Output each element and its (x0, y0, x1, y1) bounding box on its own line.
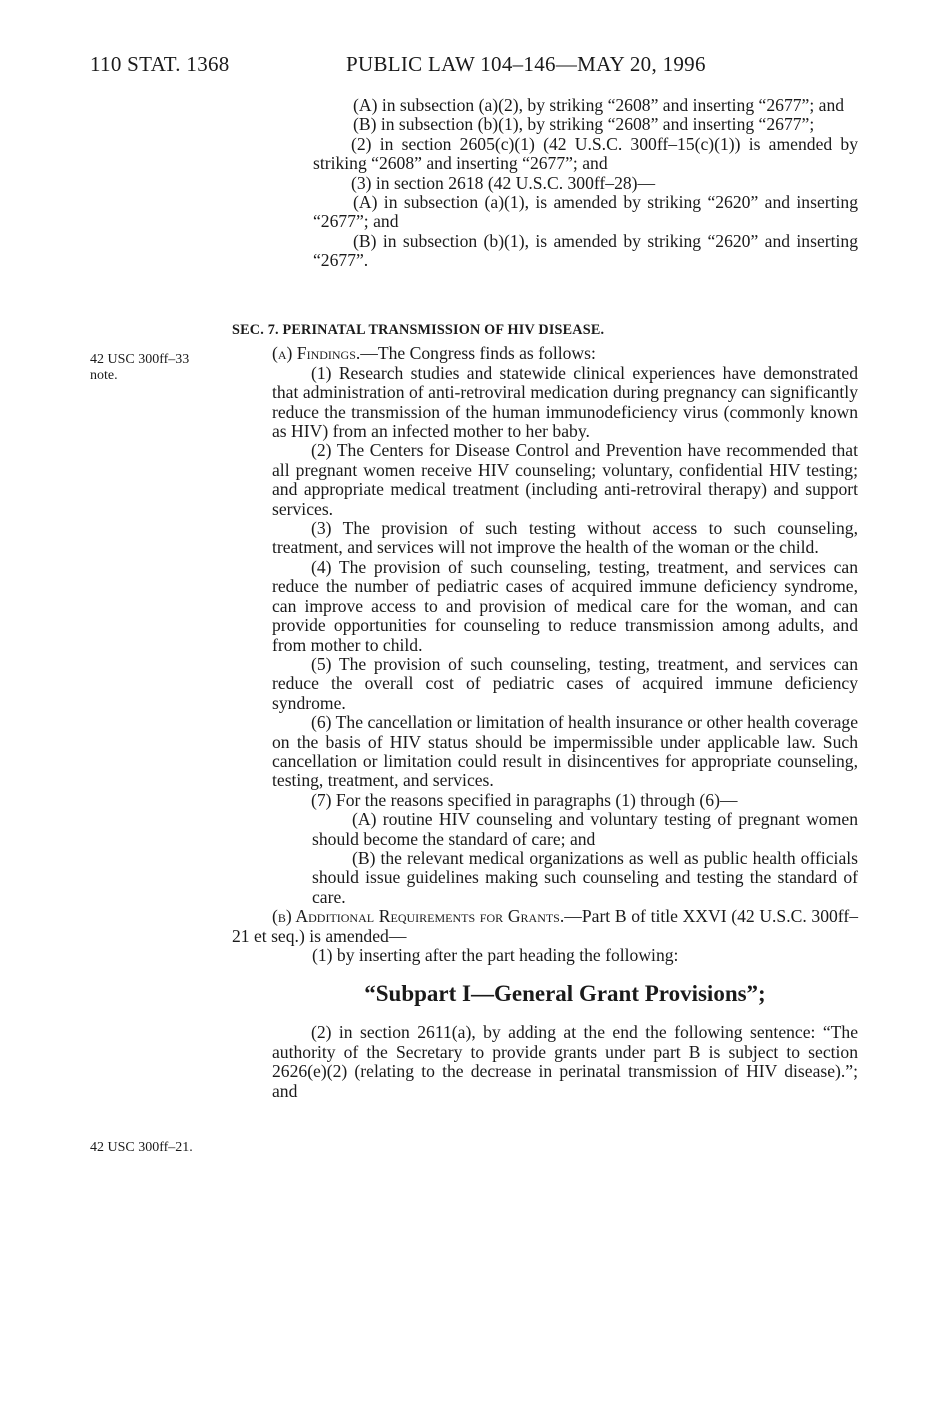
finding-item: (6) The cancellation or limitation of health insurance or other health coverage on the basis of HIV status should be impermissible under applicable law. Such cancellation or limitation could result in disincentives for appropriate counseling, testing, treatment, and services. (272, 712, 858, 791)
paragraph: (3) in section 2618 (42 U.S.C. 300ff–28)— (351, 172, 656, 193)
requirements-intro-text: —Part B of title XXVI (42 U.S.C. 300ff–21 et seq.) is amended— (232, 906, 858, 946)
paragraph: (B) in subsection (b)(1), by striking “2608” and inserting “2677”; (353, 114, 815, 135)
findings-intro (232, 344, 858, 363)
margin-note-line: 42 USC 300ff–33 (90, 352, 190, 367)
section-7 (232, 315, 858, 1101)
paragraph: (A) in subsection (a)(2), by striking “2608” and inserting “2677”; and (353, 95, 845, 115)
findings-intro-text: —The Congress finds as follows: (360, 343, 596, 364)
finding-item: (4) The provision of such counseling, testing, treatment, and services can reduce the number of pediatric cases of acquired immune deficiency syndrome, can improve access to and provision of medical care for the woman, and can provide opportunities for counseling to reduce transmission among adults, and from mother to child. (272, 556, 858, 655)
section-heading: SEC. 7. PERINATAL TRANSMISSION OF HIV DISEASE. (232, 322, 605, 338)
law-title: PUBLIC LAW 104–146—MAY 20, 1996 (346, 52, 706, 76)
finding-item: (7) For the reasons specified in paragraphs (1) through (6)— (311, 789, 738, 810)
requirement-item: (2) in section 2611(a), by adding at the end the following sentence: “The authority of the Secretary to provide grants under part B is subject to section 2626(e)(2) (relating to the decrease in perinatal transmission of HIV disease).”; and (272, 1022, 858, 1101)
paragraph: (A) in subsection (a)(1), is amended by striking “2620” and inserting “2677”; and (313, 192, 858, 232)
finding-subitem: (B) the relevant medical organizations as well as public health officials should issue guidelines making such counseling and testing the standard of care. (312, 847, 858, 907)
finding-item: (2) The Centers for Disease Control and Prevention have recommended that all pregnant women receive HIV counseling; voluntary, confidential HIV testing; and appropriate medical treatment (including anti-retroviral therapy) and support services. (272, 440, 858, 519)
margin-note-line: note. (90, 368, 118, 383)
paragraph: (2) in section 2605(c)(1) (42 U.S.C. 300ff–15(c)(1)) is amended by striking “2608” and inserting “2677”; and (313, 133, 858, 174)
finding-subitem: (A) routine HIV counseling and voluntary testing of pregnant women should become the standard of care; and (312, 809, 858, 849)
margin-note-findings (90, 352, 189, 384)
page-reference: 110 STAT. 1368 (90, 52, 230, 76)
requirements-intro (232, 907, 858, 946)
findings-label: (a) Findings. (272, 343, 361, 364)
requirement-item: (1) by inserting after the part heading the following: (312, 945, 679, 965)
margin-note-section: 42 USC 300ff–21. (90, 1140, 193, 1155)
subpart-heading: “Subpart I—General Grant Provisions”; (364, 981, 766, 1007)
requirements-label: (b) Additional Requirements for Grants. (272, 906, 565, 927)
paragraph: (B) in subsection (b)(1), is amended by striking “2620” and inserting “2677”. (313, 230, 858, 271)
top-amendments (258, 96, 858, 271)
finding-item: (5) The provision of such counseling, testing, treatment, and services can reduce the overall cost of pediatric cases of acquired immune deficiency syndrome. (272, 653, 858, 713)
finding-item: (1) Research studies and statewide clinical experiences have demonstrated that administration of anti-retroviral medication during pregnancy can significantly reduce the transmission of the human immunodeficiency virus (commonly known as HIV) from an infected mother to her baby. (272, 362, 858, 442)
finding-item: (3) The provision of such testing without access to such counseling, treatment, and services will not improve the health of the woman or the child. (272, 518, 858, 558)
